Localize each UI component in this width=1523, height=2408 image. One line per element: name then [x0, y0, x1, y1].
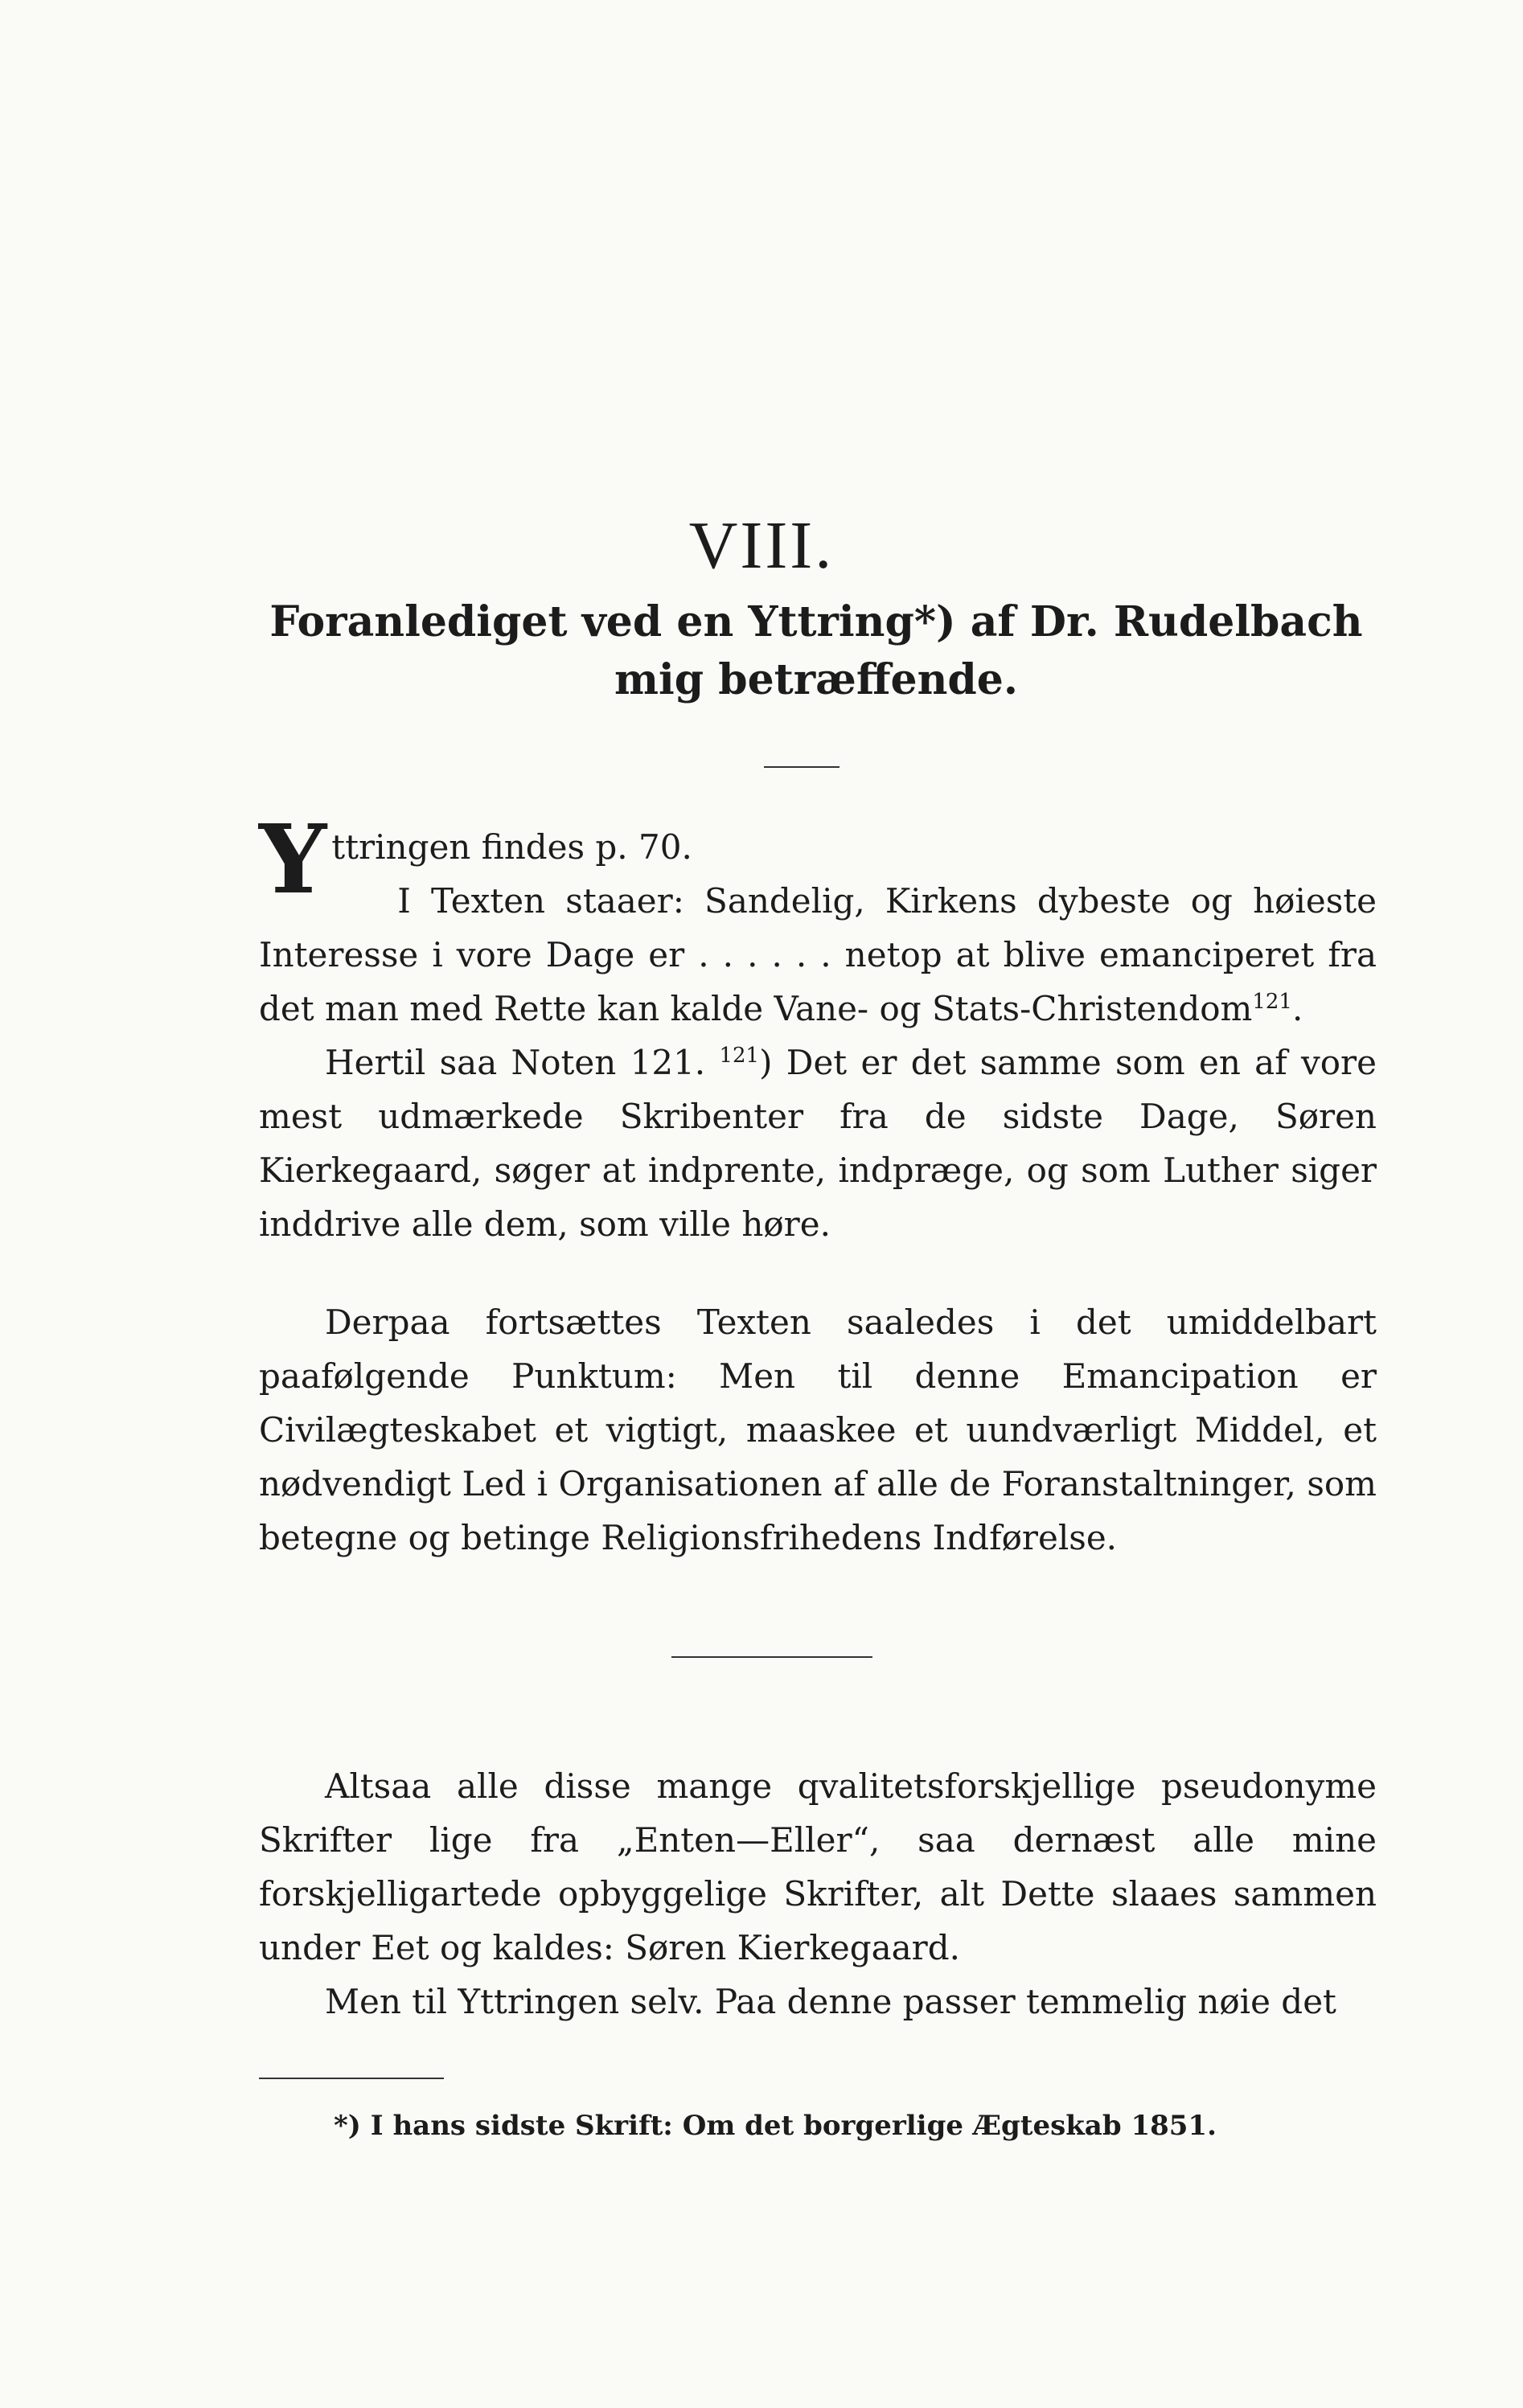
paragraph-section2: [259, 1759, 1377, 2029]
paragraph-text: Altsaa alle disse mange qvalitetsforskjellige pseudonyme Skrifter lige fra „Enten—Eller“, saa dernæst alle mine forskjelligartede opbyggelige Skrifter, alt Dette slaaes sammen under Eet og kaldes: Søren Kierkegaard.: [259, 1766, 1377, 1967]
chapter-title: Foranlediget ved en Yttring*) af Dr. Rudelbach mig betræffende.: [269, 597, 1363, 704]
drop-cap: Y: [259, 803, 327, 915]
opening-text: ttringen findes p. 70.: [331, 827, 692, 867]
footnote-marker: 121: [1252, 990, 1292, 1014]
paragraph-text: Derpaa fortsættes Texten saaledes i det umiddelbart paafølgende Punktum: Men til denne Emancipation er Civilægteskabet et vigtigt, maaskee et uundværligt Middel, et nødvendigt Led i Organisationen af alle de Foranstaltninger, som betegne og betinge Religionsfrihedens Indførelse.: [259, 1302, 1377, 1557]
chapter-number: VIII.: [688, 508, 835, 583]
footnote: *) I hans sidste Skrift: Om det borgerlige Ægteskab 1851.: [334, 2110, 1217, 2142]
paragraph-text-note-ref: Hertil saa Noten 121.: [325, 1043, 706, 1082]
title-divider: [764, 766, 839, 768]
paragraph-continuation: [259, 1295, 1377, 1565]
footnote-divider: [259, 2078, 444, 2079]
paragraph-opening: Yttringen findes p. 70. I Texten staaer: Sandelig, Kirkens dybeste og høieste Interesse i vore Dage er . . . . . . netop at blive emanciperet fra det man med Rette kan kalde Vane- og Stats-Christendom$^{121}$. Hertil saa Noten 121. $^{121}$) Det er det samme som en af vore mest udmærkede Skribenter fra de sidste Dage, Søren Kierkegaard, søger at indprente, indpræge, og som Luther siger inddrive alle dem, som ville høre.: [259, 803, 1377, 1244]
footnote-marker: 121: [719, 1044, 760, 1068]
paragraph-text-last: Men til Yttringen selv. Paa denne passer temmelig nøie det: [325, 1982, 1336, 2021]
paragraph-text-quote: I Texten staaer: Sandelig, Kirkens dybeste og høieste Interesse i vore Dage er . . . . . . netop at blive emanciperet fra det man med Rette kan kalde Vane- og Stats-Christendom: [259, 881, 1377, 1028]
section-divider: [671, 1656, 872, 1658]
paragraph-text-note: ) Det er det samme som en af vore mest udmærkede Skribenter fra de sidste Dage, Søren Kierkegaard, søger at indprente, indpræge, og som Luther siger inddrive alle dem, som ville høre.: [259, 1043, 1377, 1244]
